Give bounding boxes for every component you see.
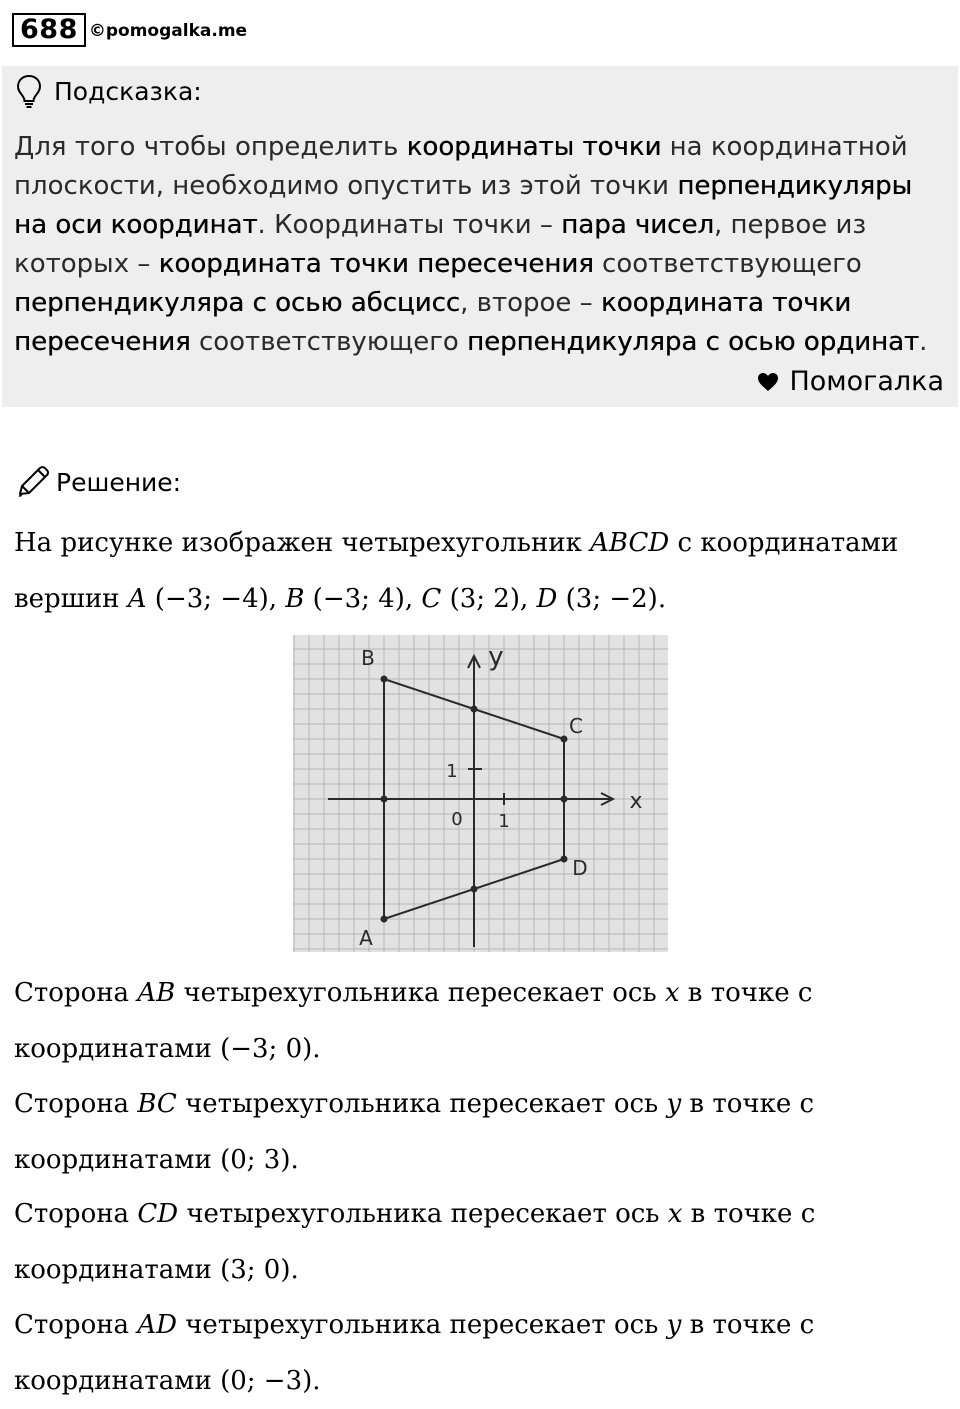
heart-icon xyxy=(757,372,779,392)
side-name: CD xyxy=(137,1199,179,1229)
math-symbol: ABCD xyxy=(590,528,670,558)
hint-text xyxy=(14,128,949,362)
side-statement xyxy=(14,965,944,1077)
statement-word: четырехугольника пересекает ось xyxy=(176,1089,667,1119)
hint-text-segment: на координатной плоскости, необходимо опустить из этой точки xyxy=(14,132,908,201)
intersection-coords: (−3; 0). xyxy=(220,1034,321,1064)
site-watermark: ©pomogalka.me xyxy=(88,21,248,41)
statement-word: в точке с координатами xyxy=(14,978,813,1064)
intro-text-segment: (−3; 4), xyxy=(304,584,422,614)
x-axis-label: x xyxy=(629,789,643,814)
statement-word: в точке с координатами xyxy=(14,1089,815,1175)
hint-key-term: координата точки пересечения xyxy=(158,249,594,279)
hint-key-term: перпендикуляры на оси координат xyxy=(14,171,913,240)
statement-word: четырехугольника пересекает ось xyxy=(175,978,665,1008)
hint-box xyxy=(2,66,958,407)
axis-name: y xyxy=(666,1089,682,1119)
vertex-C xyxy=(561,736,568,743)
y-axis-label: y xyxy=(488,642,504,672)
vertex-D xyxy=(561,856,568,863)
hint-key-term: перпендикуляра с осью ординат xyxy=(467,327,920,357)
hint-key-term: перпендикуляра с осью абсцисс xyxy=(14,288,461,318)
side-name: AD xyxy=(137,1310,177,1340)
intro-text-segment: (−3; −4), xyxy=(146,584,286,614)
hint-text-segment: , второе – xyxy=(460,288,601,318)
task-header xyxy=(12,10,247,50)
statement-word: Сторона xyxy=(14,1089,138,1119)
side-name: AB xyxy=(137,978,176,1008)
vertex-label-A: A xyxy=(359,926,373,950)
side-name: BC xyxy=(137,1089,177,1119)
pencil-icon xyxy=(16,466,50,498)
intersection-point xyxy=(561,796,568,803)
brand-name: Помогалка xyxy=(789,366,944,397)
axis-name: y xyxy=(666,1310,682,1340)
intro-text-segment: (3; 2), xyxy=(441,584,537,614)
intersection-coords: (3; 0). xyxy=(220,1255,299,1285)
hint-text-segment: соответствующего xyxy=(593,249,862,279)
statement-word: в точке с координатами xyxy=(14,1199,816,1285)
statement-word: Сторона xyxy=(14,1310,138,1340)
intro-text-segment: (3; −2). xyxy=(557,584,667,614)
y-unit-label: 1 xyxy=(446,761,458,782)
quadrilateral-figure xyxy=(293,635,668,952)
solution-heading xyxy=(16,466,181,498)
vertex-label-D: D xyxy=(572,856,588,880)
task-number: 688 xyxy=(12,13,86,47)
math-symbol: C xyxy=(421,584,442,614)
side-statement xyxy=(14,1297,944,1409)
x-unit-label: 1 xyxy=(498,811,510,832)
vertex-B xyxy=(381,676,388,683)
hint-text-segment: Для того чтобы определить xyxy=(14,132,407,162)
solution-title: Решение: xyxy=(56,467,182,497)
side-statement xyxy=(14,1186,944,1298)
hint-key-term: пара чисел xyxy=(561,210,714,240)
statement-word: Сторона xyxy=(14,978,138,1008)
intersection-point xyxy=(471,706,478,713)
math-symbol: B xyxy=(285,584,305,614)
lightbulb-icon xyxy=(16,74,42,108)
intro-text-segment: с координатами вершин xyxy=(14,528,899,614)
axis-name: x xyxy=(664,978,680,1008)
vertex-label-B: B xyxy=(361,646,375,670)
origin-label: 0 xyxy=(451,809,463,830)
side-statement xyxy=(14,1076,944,1188)
hint-title: Подсказка: xyxy=(54,76,202,106)
hint-text-segment: . Координаты точки – xyxy=(257,210,562,240)
statement-word: Сторона xyxy=(14,1199,138,1229)
statement-word: четырехугольника пересекает ось xyxy=(176,1310,667,1340)
hint-text-segment: соответствующего xyxy=(190,327,468,357)
vertex-label-C: C xyxy=(569,714,583,738)
statement-word: четырехугольника пересекает ось xyxy=(178,1199,668,1229)
hint-key-term: координата точки пересечения xyxy=(14,288,852,357)
hint-key-term: координаты точки xyxy=(406,132,662,162)
hint-text-segment: , первое из которых – xyxy=(14,210,867,279)
math-symbol: D xyxy=(536,584,558,614)
intersection-coords: (0; 3). xyxy=(220,1145,299,1175)
intro-text-segment: На рисунке изображен четырехугольник xyxy=(14,528,591,558)
hint-text-segment: . xyxy=(919,327,928,357)
axis-name: x xyxy=(667,1199,683,1229)
hint-brand xyxy=(757,366,944,397)
math-symbol: A xyxy=(127,584,147,614)
hint-heading xyxy=(16,74,202,108)
intersection-point xyxy=(381,796,388,803)
intersection-point xyxy=(471,886,478,893)
intersection-coords: (0; −3). xyxy=(220,1366,321,1396)
vertex-A xyxy=(381,916,388,923)
statement-word: в точке с координатами xyxy=(14,1310,815,1396)
solution-intro xyxy=(14,515,944,627)
